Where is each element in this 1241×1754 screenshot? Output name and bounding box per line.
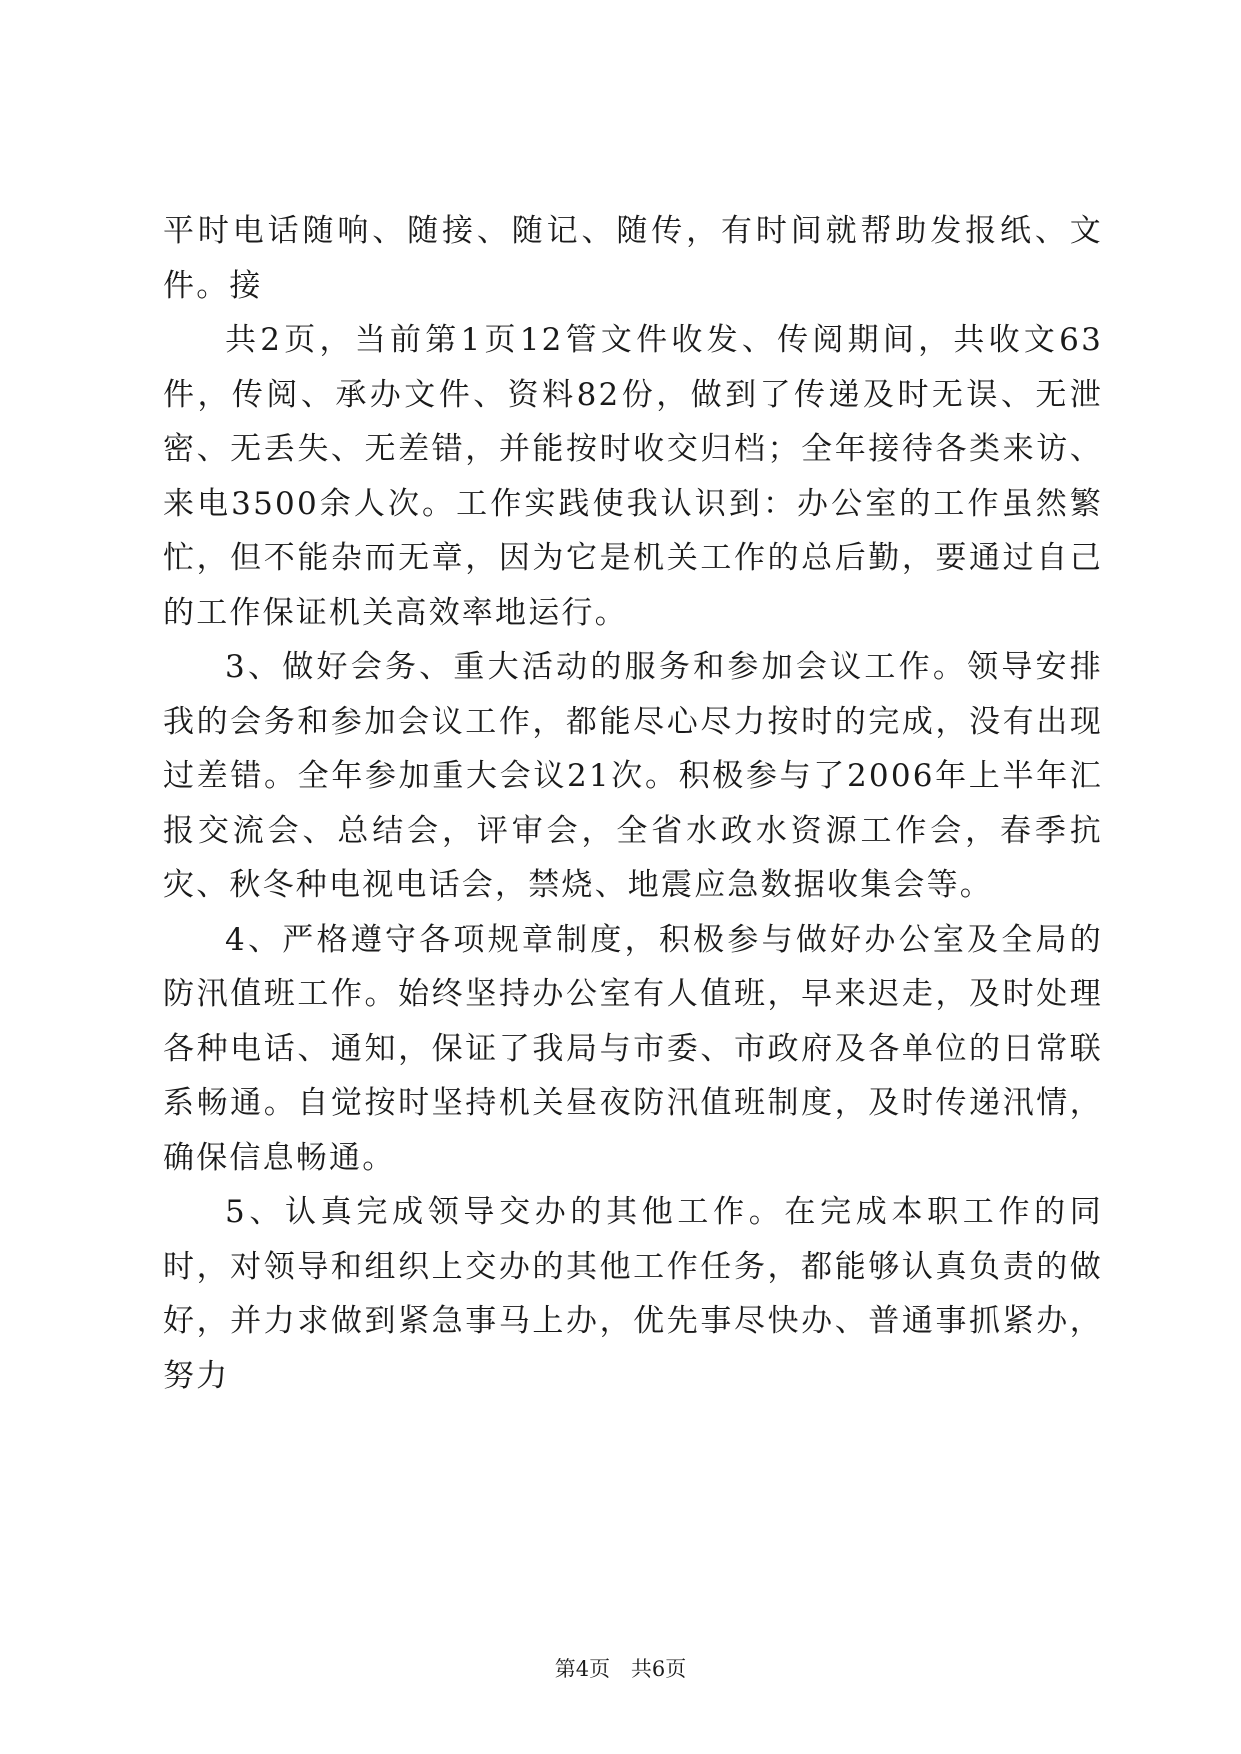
footer-current-page: 第4页 [554,1657,611,1681]
footer-total-pages: 共6页 [630,1657,687,1681]
paragraph-other-tasks: 5、认真完成领导交办的其他工作。在完成本职工作的同时，对领导和组织上交办的其他工作任务，都能够认真负责的做好，并力求做到紧急事马上办，优先事尽快办、普通事抓紧办，努力 [163,1194,1103,1394]
paragraph-meetings: 3、做好会务、重大活动的服务和参加会议工作。领导安排我的会务和参加会议工作，都能尽心尽力按时的完成，没有出现过差错。全年参加重大会议21次。积极参与了2006年上半年汇报交流会、总结会，评审会，全省水政水资源工作会，春季抗灾、秋冬种电视电话会，禁烧、地震应急数据收集会等。 [163,649,1103,903]
paragraph-document-handling: 共2页，当前第1页12管文件收发、传阅期间，共收文63件，传阅、承办文件、资料82份，做到了传递及时无误、无泄密、无丢失、无差错，并能按时收交归档；全年接待各类来访、来电3500余人次。工作实践使我认识到：办公室的工作虽然繁忙，但不能杂而无章，因为它是机关工作的总后勤，要通过自己的工作保证机关高效率地运行。 [163,322,1103,631]
paragraph-flood-duty: 4、严格遵守各项规章制度，积极参与做好办公室及全局的防汛值班工作。始终坚持办公室有人值班，早来迟走，及时处理各种电话、通知，保证了我局与市委、市政府及各单位的日常联系畅通。自觉按时坚持机关昼夜防汛值班制度，及时传递汛情，确保信息畅通。 [163,921,1103,1176]
page-footer [0,1653,1241,1683]
document-body [163,204,1103,1403]
paragraph-continuation: 平时电话随响、随接、随记、随传，有时间就帮助发报纸、文件。接 [163,213,1103,304]
